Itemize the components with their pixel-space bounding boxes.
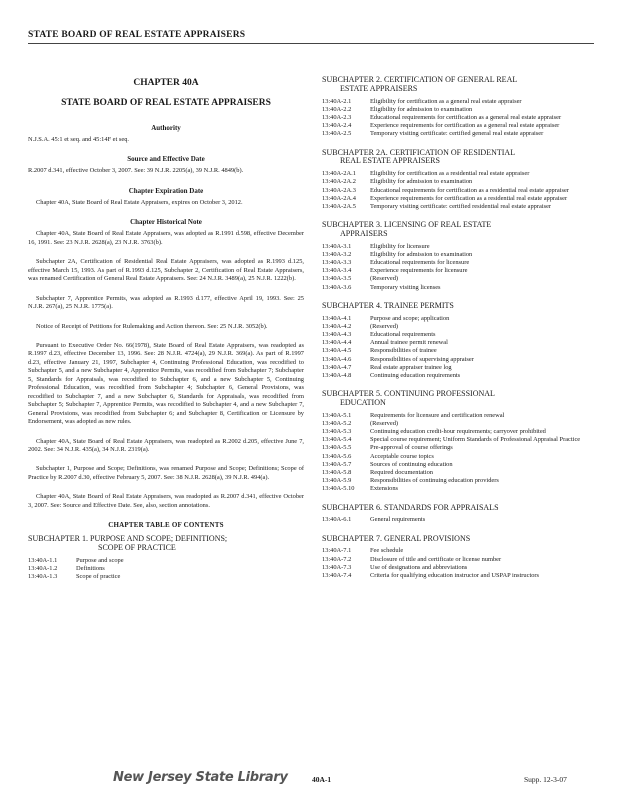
history-paragraph: Subchapter 2A, Certification of Residential Real Estate Appraisers, was adopted as R.1993 d.125, effective March 15, 1993. As part of R.1993 d.125, Subchapter 2, Certification of Real Estate Appraisers, was renamed Certification of General Real Estate Appraisers. See: 24 N.J.R. 3489(a), 25 N.J.R. 1222(b).: [28, 258, 304, 283]
subchapter-heading: [322, 535, 594, 544]
subchapter-entries: [322, 98, 594, 139]
toc-entry: [322, 195, 594, 203]
toc-entry: [322, 547, 594, 555]
section-number: 13:40A-5.7: [322, 460, 352, 468]
section-number: 13:40A-4.6: [322, 355, 352, 363]
subchapter-title-cont: EDUCATION: [340, 397, 386, 407]
section-number: 13:40A-1.2: [28, 565, 58, 573]
section-title: Real estate appraiser trainee log: [370, 363, 452, 371]
section-title: Continuing education credit-hour requirements; carryover prohibited: [370, 428, 546, 436]
subchapter-1-entries: [28, 557, 304, 582]
history-paragraph: Chapter 40A, State Board of Real Estate Appraisers, was readopted as R.2002 d.205, effective June 7, 2002. See: 34 N.J.R. 435(a), 34 N.J.R. 2319(a).: [28, 437, 304, 453]
section-number: 13:40A-2A.5: [322, 202, 356, 210]
subchapter-1-title-cont: SCOPE OF PRACTICE: [98, 543, 176, 553]
section-title: Disclosure of title and certificate or license number: [370, 555, 502, 563]
chapter-number: CHAPTER 40A: [133, 78, 199, 88]
toc-entry: [322, 275, 594, 283]
expiration-text: Chapter 40A, State Board of Real Estate Appraisers, expires on October 3, 2012.: [36, 198, 243, 206]
subchapter-entries: [322, 315, 594, 381]
history-paragraph: Chapter 40A, State Board of Real Estate Appraisers, was adopted as R.1991 d.598, effective December 16, 1991. See: 23 N.J.R. 2628(a), 23 N.J.R. 3763(b).: [28, 230, 304, 246]
history-heading: Chapter Historical Note: [130, 218, 202, 227]
right-column: [322, 76, 594, 590]
authority-text: N.J.S.A. 45:1 et seq. and 45:14F et seq.: [28, 136, 130, 143]
section-title: Required documentation: [370, 468, 434, 476]
section-number: 13:40A-7.2: [322, 555, 352, 563]
source-heading: Source and Effective Date: [127, 155, 205, 164]
section-title: Temporary visiting certificate: certified residential real estate appraiser: [370, 202, 552, 210]
section-title: Eligibility for admission to examination: [370, 105, 473, 113]
section-number: 13:40A-2.2: [322, 105, 352, 113]
subchapter-heading: [322, 390, 594, 408]
toc-entry: [322, 412, 594, 420]
section-title: Definitions: [76, 565, 105, 573]
section-title: Eligibility for admission to examination: [370, 250, 473, 258]
section-number: 13:40A-5.5: [322, 444, 352, 452]
toc-entry: [322, 323, 594, 331]
section-number: 13:40A-5.4: [322, 436, 352, 444]
toc-entry: [322, 284, 594, 292]
section-title: Experience requirements for certification as a residential real estate appraiser: [370, 194, 568, 202]
toc-entry: [322, 477, 594, 485]
section-title: Special course requirement; Uniform Standards of Professional Appraisal Practice: [370, 436, 581, 444]
section-title: Continuing education requirements: [370, 371, 461, 379]
authority-heading: Authority: [151, 124, 181, 132]
section-title: Criteria for qualifying education instructor and USPAP instructors: [370, 571, 540, 579]
subchapter-title: SUBCHAPTER 2A. CERTIFICATION OF RESIDENTIAL: [322, 147, 516, 157]
section-number: 13:40A-4.4: [322, 339, 352, 347]
section-number: 13:40A-4.1: [322, 314, 352, 322]
section-number: 13:40A-5.1: [322, 411, 352, 419]
section-title: Experience requirements for licensure: [370, 267, 468, 275]
section-title: (Reserved): [370, 275, 399, 283]
section-number: 13:40A-5.8: [322, 468, 352, 476]
section-title: Scope of practice: [76, 573, 121, 581]
section-title: Responsibilities of supervising appraiser: [370, 355, 474, 363]
section-title: Extensions: [370, 485, 399, 493]
toc-entry: [322, 106, 594, 114]
subchapter-entries: [322, 516, 594, 524]
section-number: 13:40A-3.4: [322, 267, 352, 275]
toc-entry: [322, 267, 594, 275]
section-number: 13:40A-5.3: [322, 428, 352, 436]
toc-entry: [322, 178, 594, 186]
section-title: Annual trainee permit renewal: [370, 339, 448, 347]
expiration-heading: Chapter Expiration Date: [128, 186, 204, 195]
history-paragraph: Subchapter 1, Purpose and Scope; Definitions, was renamed Purpose and Scope; Definitions; Scope of Practice by R.2007 d.30, effective February 5, 2007. See: 38 N.J.R. 2628(a), 39 N.J.R. 494(a).: [28, 465, 304, 481]
toc-entry: [28, 557, 304, 565]
history-paragraph: Chapter 40A, State Board of Real Estate Appraisers, was readopted as R.2007 d.341, effective October 3, 2007. See: Source and Effective Date. See, also, section annotations.: [28, 493, 304, 509]
section-number: 13:40A-2.3: [322, 113, 352, 121]
section-number: 13:40A-6.1: [322, 516, 352, 524]
toc-entry: [322, 243, 594, 251]
subchapter-title: SUBCHAPTER 4. TRAINEE PERMITS: [322, 300, 454, 310]
toc-entry: [322, 114, 594, 122]
toc-entry: [322, 331, 594, 339]
section-number: 13:40A-5.9: [322, 477, 352, 485]
toc-entry: [28, 573, 304, 581]
subchapter-entries: [322, 170, 594, 211]
toc-entry: [322, 453, 594, 461]
toc-entry: [322, 436, 594, 444]
section-number: 13:40A-4.8: [322, 371, 352, 379]
subchapter-heading: [322, 221, 594, 239]
section-number: 13:40A-1.3: [28, 573, 58, 581]
toc-entry: [322, 203, 594, 211]
page-number: 40A-1: [312, 775, 332, 784]
section-number: 13:40A-3.1: [322, 242, 352, 250]
section-number: 13:40A-1.1: [28, 556, 58, 564]
history-notes: [28, 230, 304, 510]
toc-entry: [322, 130, 594, 138]
section-number: 13:40A-2.1: [322, 97, 352, 105]
section-title: Sources of continuing education: [370, 460, 453, 468]
section-title: Educational requirements for certification as a residential real estate appraiser: [370, 186, 569, 194]
header-rule: [28, 43, 594, 44]
toc-entry: [322, 364, 594, 372]
toc-entry: [322, 347, 594, 355]
section-number: 13:40A-3.2: [322, 250, 352, 258]
section-number: 13:40A-4.3: [322, 330, 352, 338]
section-title: Eligibility for certification as a residential real estate appraiser: [370, 170, 530, 178]
history-paragraph: Subchapter 7, Apprentice Permits, was adopted as R.1993 d.177, effective April 19, 1993. See: 25 N.J.R. 267(a), 25 N.J.R. 1775(a).: [28, 294, 304, 311]
toc-entry: [322, 556, 594, 564]
section-title: General requirements: [370, 516, 426, 524]
section-title: (Reserved): [370, 419, 399, 427]
section-title: Temporary visiting licenses: [370, 283, 441, 291]
supplement-date: Supp. 12-3-07: [524, 775, 567, 784]
toc-entry: [322, 420, 594, 428]
section-number: 13:40A-3.5: [322, 275, 352, 283]
subchapter-entries: [322, 547, 594, 580]
section-title: (Reserved): [370, 322, 399, 330]
section-number: 13:40A-5.6: [322, 452, 352, 460]
section-number: 13:40A-4.7: [322, 363, 352, 371]
subchapter-title: SUBCHAPTER 7. GENERAL PROVISIONS: [322, 533, 471, 543]
section-number: 13:40A-2.5: [322, 130, 352, 138]
section-number: 13:40A-4.5: [322, 347, 352, 355]
section-title: Eligibility for licensure: [370, 242, 430, 250]
section-number: 13:40A-4.2: [322, 322, 352, 330]
section-title: Temporary visiting certificate: certified general real estate appraiser: [370, 130, 544, 138]
subchapter-title: SUBCHAPTER 6. STANDARDS FOR APPRAISALS: [322, 502, 499, 512]
subchapter-title-cont: ESTATE APPRAISERS: [340, 83, 418, 93]
toc-entry: [322, 485, 594, 493]
toc-entry: [322, 469, 594, 477]
toc-entry: [322, 428, 594, 436]
section-title: Educational requirements: [370, 330, 436, 338]
chapter-title: STATE BOARD OF REAL ESTATE APPRAISERS: [61, 98, 271, 108]
section-title: Requirements for licensure and certification renewal: [370, 411, 505, 419]
subchapter-heading: [322, 504, 594, 513]
toc-entry: [322, 170, 594, 178]
subchapter-title-cont: APPRAISERS: [340, 228, 388, 238]
history-paragraph: Notice of Receipt of Petitions for Rulemaking and Action thereon. See: 25 N.J.R. 3052(b).: [36, 322, 268, 330]
section-number: 13:40A-2A.4: [322, 194, 356, 202]
toc-heading: CHAPTER TABLE OF CONTENTS: [108, 521, 224, 530]
toc-entry: [322, 372, 594, 380]
section-number: 13:40A-7.1: [322, 547, 352, 555]
subchapter-title-cont: REAL ESTATE APPRAISERS: [340, 156, 440, 166]
subchapter-heading: [322, 302, 594, 311]
toc-entry: [322, 564, 594, 572]
section-title: Responsibilities of continuing education providers: [370, 477, 499, 485]
section-title: Acceptable course topics: [370, 452, 434, 460]
section-number: 13:40A-3.3: [322, 259, 352, 267]
toc-entry: [322, 572, 594, 580]
section-number: 13:40A-7.3: [322, 563, 352, 571]
section-number: 13:40A-7.4: [322, 571, 352, 579]
subchapter-heading: [322, 76, 594, 94]
section-number: 13:40A-3.6: [322, 283, 352, 291]
section-number: 13:40A-2A.1: [322, 170, 356, 178]
section-title: Use of designations and abbreviations: [370, 563, 468, 571]
toc-entry: [322, 356, 594, 364]
section-title: Experience requirements for certification as a general real estate appraiser: [370, 122, 560, 130]
subchapter-1-title: SUBCHAPTER 1. PURPOSE AND SCOPE; DEFINITIONS;: [28, 534, 228, 544]
section-title: Responsibilities of trainee: [370, 347, 437, 355]
section-number: 13:40A-2A.2: [322, 178, 356, 186]
section-title: Eligibility for certification as a general real estate appraiser: [370, 97, 522, 105]
section-title: Purpose and scope; application: [370, 314, 450, 322]
toc-entry: [322, 516, 594, 524]
subchapter-title: SUBCHAPTER 3. LICENSING OF REAL ESTATE: [322, 220, 492, 230]
source-text: R.2007 d.341, effective October 3, 2007. See: 39 N.J.R. 2205(a), 39 N.J.R. 4849(b).: [28, 167, 244, 175]
running-header: STATE BOARD OF REAL ESTATE APPRAISERS: [28, 30, 246, 40]
section-title: Pre-approval of course offerings: [370, 444, 453, 452]
section-number: 13:40A-2A.3: [322, 186, 356, 194]
history-paragraph: Pursuant to Executive Order No. 66(1978), State Board of Real Estate Appraisers, was readopted as R.1997 d.23, effective December 13, 1996. See: 28 N.J.R. 4724(a), 29 N.J.R. 369(a). As part of R.1997 d.23, effective January 21, 1997, Subchapter 4, Continuing Professional Education, was recodified to Subchapter 5, and a new Subchapter 4, Apprentice Permits, was recodified from Subchapter 7; Subchapter 5, Standards for Appraisals, was recodified to Subchapter 6, and a new Subchapter 5, Continuing Professional Education, was recodified from Subchapter 4; Subchapter 6, General Provisions, was recodified to Subchapter 7, and a new Subchapter 6, Standards for Appraisals, was recodified from Subchapter 5; Subchapter 7, Apprentice Permits, was recodified to Subchapter 4, and a new Subchapter 7, General Provisions, was recodified from Subchapter 6; and Subchapter 8, Certification or Licensure by Endorsement, was adopted as new rules.: [28, 341, 304, 426]
toc-entry: [322, 339, 594, 347]
section-title: Fee schedule: [370, 547, 404, 555]
toc-entry: [322, 122, 594, 130]
toc-entry: [322, 187, 594, 195]
subchapter-entries: [322, 412, 594, 494]
section-title: Purpose and scope: [76, 556, 124, 564]
toc-entry: [322, 98, 594, 106]
subchapter-title: SUBCHAPTER 5. CONTINUING PROFESSIONAL: [322, 389, 495, 399]
left-column: [28, 78, 304, 591]
subchapter-1-heading: [28, 535, 304, 553]
section-number: 13:40A-2.4: [322, 122, 352, 130]
toc-entry: [322, 461, 594, 469]
section-title: Eligibility for admission to examination: [370, 178, 473, 186]
toc-entry: [28, 565, 304, 573]
toc-entry: [322, 259, 594, 267]
toc-entry: [322, 444, 594, 452]
subchapter-heading: [322, 149, 594, 167]
subchapter-title: SUBCHAPTER 2. CERTIFICATION OF GENERAL REAL: [322, 75, 518, 84]
section-number: 13:40A-5.10: [322, 485, 355, 493]
section-title: Educational requirements for certification as a general real estate appraiser: [370, 113, 562, 121]
library-logo: New Jersey State Library: [113, 770, 288, 785]
section-number: 13:40A-5.2: [322, 419, 352, 427]
toc-entry: [322, 315, 594, 323]
section-title: Educational requirements for licensure: [370, 259, 470, 267]
toc-entry: [322, 251, 594, 259]
subchapter-entries: [322, 243, 594, 292]
